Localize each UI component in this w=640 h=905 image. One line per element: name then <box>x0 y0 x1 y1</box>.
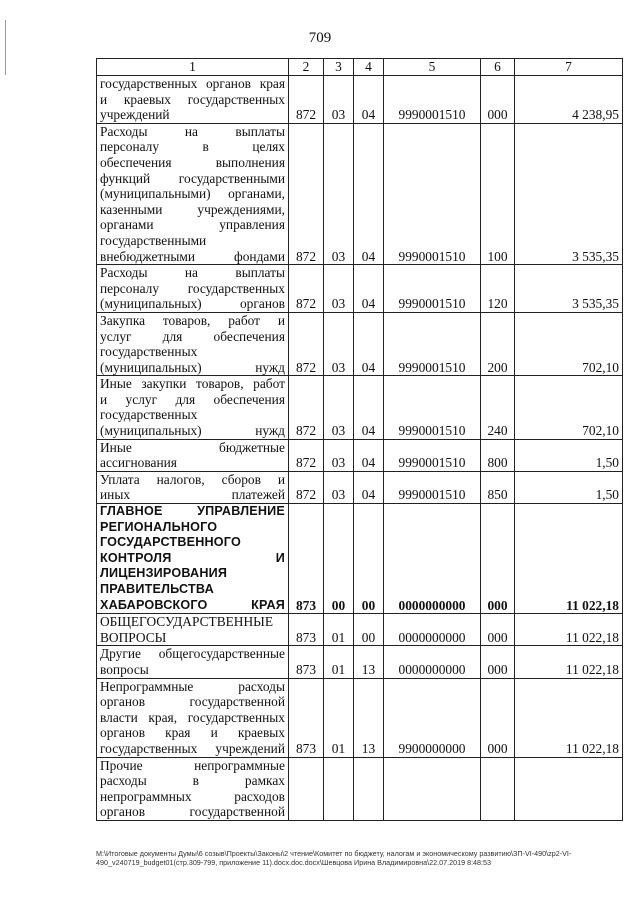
description-line: органами управления <box>100 217 285 233</box>
subsection-code: 04 <box>354 439 384 471</box>
description-line: РЕГИОНАЛЬНОГО <box>100 519 218 534</box>
amount: 1,50 <box>515 439 623 471</box>
file-path-footer <box>96 849 622 867</box>
target-article-code: 9990001510 <box>384 376 481 439</box>
expense-type-code: 000 <box>481 504 515 614</box>
admin-code: 873 <box>289 504 324 614</box>
expense-type-code: 200 <box>481 312 515 375</box>
admin-code: 872 <box>289 439 324 471</box>
target-article-code: 9990001510 <box>384 471 481 503</box>
target-article-code: 0000000000 <box>384 646 481 678</box>
row-description <box>97 76 289 124</box>
table-row <box>97 312 623 375</box>
table-row <box>97 439 623 471</box>
amount: 702,10 <box>515 376 623 439</box>
row-description <box>97 312 289 375</box>
row-description <box>97 678 289 757</box>
amount: 11 022,18 <box>515 646 623 678</box>
table-row <box>97 614 623 646</box>
description-line: и услуг для обеспечения <box>100 391 285 407</box>
expense-type-code: 000 <box>481 678 515 757</box>
description-line: персоналу государственных <box>100 280 285 296</box>
row-description <box>97 376 289 439</box>
description-line: казенными учреждениями, <box>100 201 285 217</box>
table-row <box>97 265 623 313</box>
description-line: Расходы на выплаты <box>100 123 285 139</box>
table-row <box>97 504 623 614</box>
description-line: внебюджетными фондами <box>100 248 285 264</box>
footer-line-2: 490_v240719_budget01(стр.309-799, приложение 11).docx.doc.docx\Шевцова Ирина Владимировна\22.07.2019 8:48:53 <box>96 858 492 867</box>
description-line: иных платежей <box>100 487 285 503</box>
subsection-code: 04 <box>354 376 384 439</box>
description-line: ОБЩЕГОСУДАРСТВЕННЫЕ <box>100 614 274 630</box>
subsection-code: 00 <box>354 614 384 646</box>
table-row <box>97 678 623 757</box>
row-description <box>97 614 289 646</box>
table-row <box>97 376 623 439</box>
description-line: ЛИЦЕНЗИРОВАНИЯ <box>100 566 228 581</box>
section-code: 01 <box>324 614 354 646</box>
amount: 11 022,18 <box>515 678 623 757</box>
description-line: и краевых государственных <box>100 91 285 107</box>
description-line: государственных <box>100 344 198 360</box>
section-code: 03 <box>324 265 354 313</box>
description-line: государственных <box>100 407 198 423</box>
description-line: власти края, государственных <box>100 709 285 725</box>
description-line: услуг для обеспечения <box>100 328 285 344</box>
section-code: 03 <box>324 312 354 375</box>
admin-code: 873 <box>289 646 324 678</box>
table-body <box>97 76 623 821</box>
table-row <box>97 757 623 820</box>
description-line: (муниципальных) нужд <box>100 423 285 439</box>
target-article-code: 9990001510 <box>384 265 481 313</box>
target-article-code <box>384 757 481 820</box>
subsection-code: 04 <box>354 123 384 264</box>
description-line: государственных учреждений <box>100 740 285 756</box>
column-header-4: 4 <box>354 59 384 76</box>
description-line: ВОПРОСЫ <box>100 629 167 645</box>
column-header-2: 2 <box>289 59 324 76</box>
section-code: 03 <box>324 76 354 124</box>
subsection-code <box>354 757 384 820</box>
section-code: 03 <box>324 471 354 503</box>
column-header-3: 3 <box>324 59 354 76</box>
description-line: КОНТРОЛЯ И <box>100 550 285 565</box>
target-article-code: 9990001510 <box>384 439 481 471</box>
row-description <box>97 471 289 503</box>
subsection-code: 13 <box>354 646 384 678</box>
amount: 4 238,95 <box>515 76 623 124</box>
description-line: Иные бюджетные <box>100 439 285 455</box>
column-header-5: 5 <box>384 59 481 76</box>
amount: 702,10 <box>515 312 623 375</box>
target-article-code: 9990001510 <box>384 312 481 375</box>
table-row <box>97 123 623 264</box>
amount: 3 535,35 <box>515 123 623 264</box>
description-line: Закупка товаров, работ и <box>100 312 285 328</box>
subsection-code: 04 <box>354 265 384 313</box>
column-header-6: 6 <box>481 59 515 76</box>
admin-code: 873 <box>289 614 324 646</box>
amount <box>515 757 623 820</box>
description-line: государственными <box>100 232 207 248</box>
page-number: 709 <box>308 30 332 46</box>
admin-code: 873 <box>289 678 324 757</box>
target-article-code: 9990001510 <box>384 123 481 264</box>
column-header-1: 1 <box>97 59 289 76</box>
expense-type-code: 100 <box>481 123 515 264</box>
target-article-code: 9900000000 <box>384 678 481 757</box>
description-line: обеспечения выполнения <box>100 154 285 170</box>
description-line: Прочие непрограммные <box>100 757 285 773</box>
target-article-code: 0000000000 <box>384 614 481 646</box>
description-line: ассигнования <box>100 455 177 471</box>
description-line: Непрограммные расходы <box>100 678 285 694</box>
description-line: Иные закупки товаров, работ <box>100 376 285 392</box>
description-line: органов края и краевых <box>100 725 285 741</box>
admin-code: 872 <box>289 312 324 375</box>
section-code: 01 <box>324 646 354 678</box>
budget-table <box>96 58 623 821</box>
amount: 11 022,18 <box>515 504 623 614</box>
description-line: Расходы на выплаты <box>100 265 285 281</box>
subsection-code: 04 <box>354 76 384 124</box>
amount: 1,50 <box>515 471 623 503</box>
description-line: (муниципальных) нужд <box>100 359 285 375</box>
footer-line-1: M:\Итоговые документы Думы\6 созыв\Проекты\Законы\2 чтение\Комитет по бюджету, налогам и экономическому развитию\ЗП-VI-490\zp2-VI- <box>96 849 572 858</box>
admin-code <box>289 757 324 820</box>
description-line: учреждений <box>100 107 170 123</box>
row-description <box>97 123 289 264</box>
description-line: ХАБАРОВСКОГО КРАЯ <box>100 597 285 612</box>
header-row <box>97 59 623 76</box>
expense-type-code: 000 <box>481 76 515 124</box>
description-line: (муниципальными) органами, <box>100 186 285 202</box>
table-row <box>97 471 623 503</box>
description-line: государственных органов края <box>100 76 285 91</box>
section-code: 01 <box>324 678 354 757</box>
expense-type-code: 850 <box>481 471 515 503</box>
expense-type-code <box>481 757 515 820</box>
description-line: персоналу в целях <box>100 139 285 155</box>
description-line: органов государственной <box>100 804 285 820</box>
expense-type-code: 800 <box>481 439 515 471</box>
expense-type-code: 120 <box>481 265 515 313</box>
column-header-7: 7 <box>515 59 623 76</box>
description-line: вопросы <box>100 661 149 677</box>
admin-code: 872 <box>289 376 324 439</box>
expense-type-code: 000 <box>481 646 515 678</box>
section-code: 03 <box>324 376 354 439</box>
subsection-code: 04 <box>354 471 384 503</box>
description-line: непрограммных расходов <box>100 788 285 804</box>
amount: 11 022,18 <box>515 614 623 646</box>
row-description <box>97 504 289 614</box>
table-row <box>97 76 623 124</box>
description-line: расходы в рамках <box>100 773 285 789</box>
target-article-code: 9990001510 <box>384 76 481 124</box>
description-line: ПРАВИТЕЛЬСТВА <box>100 582 214 596</box>
description-line: Другие общегосударственные <box>100 646 285 662</box>
section-code <box>324 757 354 820</box>
description-line: ГЛАВНОЕ УПРАВЛЕНИЕ <box>100 504 285 519</box>
description-line: функций государственными <box>100 170 285 186</box>
subsection-code: 04 <box>354 312 384 375</box>
row-description <box>97 265 289 313</box>
admin-code: 872 <box>289 123 324 264</box>
table-row <box>97 646 623 678</box>
amount: 3 535,35 <box>515 265 623 313</box>
row-description <box>97 439 289 471</box>
description-line: ГОСУДАРСТВЕННОГО <box>100 535 241 550</box>
section-code: 03 <box>324 439 354 471</box>
expense-type-code: 000 <box>481 614 515 646</box>
row-description <box>97 757 289 820</box>
admin-code: 872 <box>289 76 324 124</box>
description-line: (муниципальных) органов <box>100 296 285 312</box>
admin-code: 872 <box>289 471 324 503</box>
description-line: органов государственной <box>100 694 285 710</box>
target-article-code: 0000000000 <box>384 504 481 614</box>
expense-type-code: 240 <box>481 376 515 439</box>
admin-code: 872 <box>289 265 324 313</box>
subsection-code: 00 <box>354 504 384 614</box>
subsection-code: 13 <box>354 678 384 757</box>
row-description <box>97 646 289 678</box>
section-code: 03 <box>324 123 354 264</box>
section-code: 00 <box>324 504 354 614</box>
description-line: Уплата налогов, сборов и <box>100 471 285 487</box>
margin-mark <box>5 20 6 75</box>
